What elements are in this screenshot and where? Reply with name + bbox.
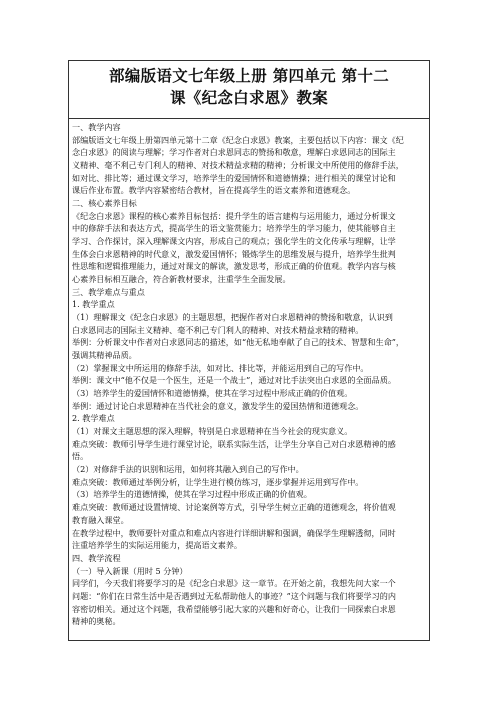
text-line: 2. 教学难点	[72, 413, 115, 424]
text-line: （1）对课文主题思想的深入理解，特别是白求恩精神在当今社会的现实意义。	[72, 426, 353, 437]
text-line: （1）理解课文《纪念白求恩》的主题思想，把握作者对白求恩精神的赞扬和敬意，认识到	[72, 312, 393, 323]
text-line: 一、教学内容	[72, 122, 121, 132]
text-line: 念白求恩》的阅读与理解；学习作者对白求恩同志的赞扬和敬意，理解白求恩同志的国际主	[72, 147, 396, 158]
text-line: 举例：通过讨论白求恩精神在当代社会的意义，激发学生的爱国热情和道德观念。	[72, 400, 364, 411]
text-line: 难点突破：教师通过举例分析，让学生进行模仿练习，逐步掌握并运用到写作中。	[72, 476, 364, 487]
text-line: 学习、合作探讨，深入理解课文内容，形成自己的观点；强化学生的文化传承与理解，让学	[72, 236, 396, 247]
text-line: 举例：课文中“他不仅是一个医生，还是一个战士”，通过对比手法突出白求恩的全面品质。	[72, 375, 396, 386]
text-line: 举例：分析课文中作者对白求恩同志的描述，如“他无私地奉献了自己的技术、智慧和生命”，	[72, 337, 405, 348]
text-line: 容密切相关。通过这个问题，我希望能够引起大家的兴趣和好奇心，让我们一同探索白求恩	[72, 603, 396, 614]
text-line: （3）培养学生的道德情操，使其在学习过程中形成正确的价值观。	[72, 489, 312, 500]
text-line: 二、核心素养目标	[72, 198, 137, 209]
document-title-line-2: 课《纪念白求恩》教案	[169, 89, 328, 107]
text-line: 精神的奥秘。	[72, 616, 121, 627]
text-line: 难点突破：教师引导学生进行课堂讨论，联系实际生活，让学生分享自己对白求恩精神的感	[72, 438, 396, 449]
text-line: （2）对修辞手法的识别和运用，如何将其融入到自己的写作中。	[72, 464, 304, 475]
text-line: 注重培养学生的实际运用能力，提高语文素养。	[72, 540, 242, 551]
text-line: （2）掌握课文中所运用的修辞手法，如对比、排比等，并能运用到自己的写作中。	[72, 362, 369, 373]
title-cell	[69, 61, 429, 119]
text-line: 生体会白求恩精神的时代意义，激发爱国情怀；锻炼学生的思维发展与提升，培养学生批判	[72, 248, 396, 259]
text-line: 问题：“你们在日常生活中是否遇到过无私帮助他人的事迹？”这个问题与我们将要学习的内	[72, 590, 396, 601]
document-table	[68, 60, 430, 641]
text-line: 1. 教学重点	[72, 299, 115, 310]
text-line: 中的修辞手法和表达方式，提高学生的语文鉴赏能力；培养学生的学习能力，使其能够自主	[72, 223, 396, 234]
text-line: 部编版语文七年级上册第四单元第十二章《纪念白求恩》教案，主要包括以下内容：课文《纪	[72, 134, 404, 145]
text-line: 难点突破：教师通过设置情境、讨论案例等方式，引导学生树立正确的道德观念，将价值观	[72, 502, 396, 513]
text-line: 在教学过程中，教师要针对重点和难点内容进行详细讲解和强调，确保学生理解透彻，同时	[72, 527, 396, 538]
text-line: 义精神、毫不利己专门利人的精神、对技术精益求精的精神；分析课文中所使用的修辞手法，	[72, 160, 404, 171]
text-line: 性思维和逻辑推理能力，通过对课文的解读，激发思考，形成正确的价值观。教学内容与核	[72, 261, 396, 272]
text-line: （3）培养学生的爱国情怀和道德情操，使其在学习过程中形成正确的价值观。	[72, 388, 353, 399]
text-line: 悟。	[72, 451, 89, 462]
text-line: 心素养目标相互融合，符合新教材要求，注重学生全面发展。	[72, 274, 291, 285]
text-line: 课后作业布置。教学内容紧密结合教材，旨在提高学生的语文素养和道德观念。	[72, 185, 356, 196]
text-line: 同学们，今天我们将要学习的是《纪念白求恩》这一章节。在开始之前，我想先问大家一个	[72, 578, 396, 589]
text-line: 强调其精神品质。	[72, 350, 137, 361]
text-line: 如对比、排比等；通过课文学习，培养学生的爱国情怀和道德情操；进行相关的课堂讨论和	[72, 172, 396, 183]
text-line: （一）导入新课（用时 5 分钟）	[72, 565, 188, 576]
text-line: 《纪念白求恩》课程的核心素养目标包括：提升学生的语言建构与运用能力，通过分析课文	[72, 210, 396, 221]
text-line: 教育融入课堂。	[72, 514, 129, 525]
text-line: 四、教学流程	[72, 552, 121, 563]
body-cell	[72, 121, 426, 628]
text-line: 白求恩同志的国际主义精神、毫不利己专门利人的精神、对技术精益求精的精神。	[72, 324, 364, 335]
document-title-line-1: 部编版语文七年级上册 第四单元 第十二	[109, 67, 389, 85]
text-line: 三、教学难点与重点	[72, 286, 145, 297]
